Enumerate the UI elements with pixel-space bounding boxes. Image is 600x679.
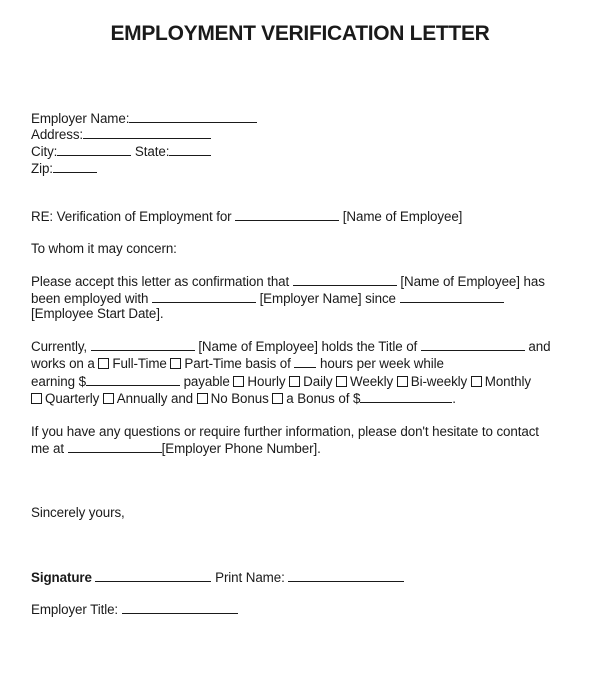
city-state-line: City: State:: [31, 143, 211, 160]
para3-line1: If you have any questions or require further information, please don't hesitate to contact: [31, 424, 539, 439]
para1-line1: Please accept this letter as confirmation that [Name of Employee] has: [31, 274, 545, 289]
employer-name-blank-2[interactable]: [152, 290, 256, 303]
re-line: RE: Verification of Employment for [Name of Employee]: [31, 209, 463, 224]
address-line: Address:: [31, 126, 211, 143]
quarterly-checkbox[interactable]: [31, 393, 42, 404]
signature-label: Signature: [31, 570, 92, 585]
part-time-checkbox[interactable]: [170, 358, 181, 369]
bonus-amount-blank[interactable]: [360, 390, 452, 403]
closing: Sincerely yours,: [31, 505, 125, 520]
state-blank[interactable]: [169, 143, 211, 156]
annually-checkbox[interactable]: [103, 393, 114, 404]
re-employee-blank[interactable]: [235, 208, 339, 221]
weekly-checkbox[interactable]: [336, 376, 347, 387]
monthly-checkbox[interactable]: [471, 376, 482, 387]
para2-line1: Currently, [Name of Employee] holds the Title of and: [31, 339, 551, 354]
employer-title-line: Employer Title:: [31, 601, 238, 618]
zip-line: Zip:: [31, 160, 97, 177]
para2-line2: works on a Full-Time Part-Time basis of hours per week while: [31, 356, 444, 371]
bonus-checkbox[interactable]: [272, 393, 283, 404]
address-blank[interactable]: [83, 126, 211, 139]
signature-line: Signature Print Name:: [31, 569, 404, 586]
employer-title-blank[interactable]: [122, 601, 238, 614]
full-time-checkbox[interactable]: [98, 358, 109, 369]
biweekly-checkbox[interactable]: [397, 376, 408, 387]
employee-name-blank-1[interactable]: [293, 273, 397, 286]
para1-line3: [Employee Start Date].: [31, 306, 164, 321]
signature-blank[interactable]: [95, 569, 211, 582]
employer-name-line: Employer Name:: [31, 110, 257, 127]
document-title: EMPLOYMENT VERIFICATION LETTER: [110, 22, 490, 45]
earning-blank[interactable]: [86, 373, 180, 386]
greeting: To whom it may concern:: [31, 241, 177, 256]
hours-blank[interactable]: [294, 355, 316, 368]
hourly-checkbox[interactable]: [233, 376, 244, 387]
phone-blank[interactable]: [68, 440, 162, 453]
para2-line4: Quarterly Annually and No Bonus a Bonus of $ .: [31, 390, 456, 407]
city-blank[interactable]: [57, 143, 131, 156]
job-title-blank[interactable]: [421, 338, 525, 351]
start-date-blank[interactable]: [400, 290, 504, 303]
no-bonus-checkbox[interactable]: [197, 393, 208, 404]
daily-checkbox[interactable]: [289, 376, 300, 387]
zip-blank[interactable]: [53, 160, 97, 173]
para2-line3: earning $ payable Hourly Daily Weekly Bi-weekly Monthly: [31, 374, 531, 389]
employee-name-blank-3[interactable]: [91, 338, 195, 351]
para1-line2: been employed with [Employer Name] since: [31, 290, 504, 307]
para3-line2: me at [Employer Phone Number].: [31, 441, 321, 456]
employer-name-blank[interactable]: [129, 110, 257, 123]
print-name-blank[interactable]: [288, 569, 404, 582]
